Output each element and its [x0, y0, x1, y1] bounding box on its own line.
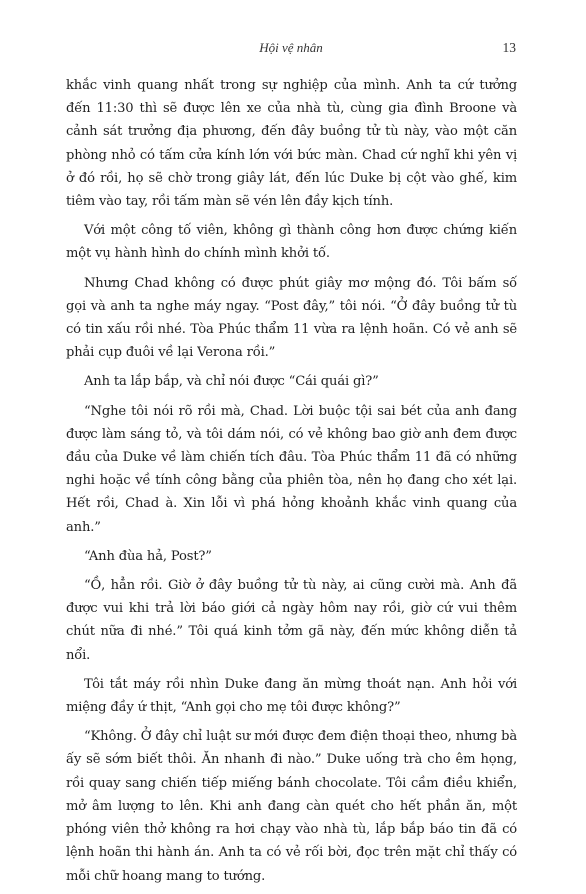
running-title: Hội vệ nhân	[259, 40, 323, 55]
paragraph: “Anh đùa hả, Post?”	[84, 548, 212, 564]
page-header	[66, 40, 516, 60]
paragraph: Nhưng Chad không có được phút giây mơ mộng đó. Tôi bấm số gọi và anh ta nghe máy ngay. “Post đây,” tôi nói. “Ở đây buồng tử tù có tin xấu rồi nhé. Tòa Phúc thẩm 11 vừa ra lệnh hoãn. Có vẻ anh sẽ phải cụp đuôi về lại Verona rồi.”	[66, 275, 517, 361]
paragraph: khắc vinh quang nhất trong sự nghiệp của mình. Anh ta cứ tưởng đến 11:30 thì sẽ được lên xe của nhà tù, cùng gia đình Broone và cảnh sát trưởng địa phương, đến đây buồng tử tù này, vào một căn phòng nhỏ có tấm cửa kính lớn với bức màn. Chad cứ nghĩ khi yên vị ở đó rồi, họ sẽ chờ trong giây lát, đến lúc Duke bị cột vào ghế, kim tiêm vào tay, rồi tấm màn sẽ vén lên đầy kịch tính.	[66, 78, 517, 210]
paragraph: “Nghe tôi nói rõ rồi mà, Chad. Lời buộc tội sai bét của anh đang được làm sáng tỏ, và tôi dám nói, có vẻ không bao giờ anh đem được đầu của Duke về làm chiến tích đâu. Tòa Phúc thẩm 11 đã có những nghi hoặc về tính công bằng của phiên tòa, nên họ đang cho xét lại. Hết rồi, Chad à. Xin lỗi vì phá hỏng khoảnh khắc vinh quang của anh.”	[66, 403, 517, 535]
paragraph: Tôi tắt máy rồi nhìn Duke đang ăn mừng thoát nạn. Anh hỏi với miệng đầy ứ thịt, “Anh gọi cho mẹ tôi được không?”	[66, 676, 517, 716]
paragraph: “Không. Ở đây chỉ luật sư mới được đem điện thoại theo, nhưng bà ấy sẽ sớm biết thôi. Ăn nhanh đi nào.” Duke uống trà cho êm họng, rồi quay sang chiến tiếp miếng bánh chocolate. Tôi cầm điều khiển, mở âm lượng to lên. Khi anh đang càn quét cho hết phần ăn, một phóng viên thở không ra hơi chạy vào nhà tù, lắp bắp báo tin đã có lệnh hoãn thi hành án. Anh ta có vẻ rối bời, đọc trên mặt chỉ thấy có mỗi chữ hoang mang to tướng.	[66, 729, 517, 884]
paragraph: Anh ta lắp bắp, và chỉ nói được “Cái quái gì?”	[84, 374, 379, 390]
page-number: 13	[502, 40, 516, 55]
body-text	[66, 74, 517, 894]
paragraph: “Ồ, hẳn rồi. Giờ ở đây buồng tử tù này, ai cũng cười mà. Anh đã được vui khi trả lời báo giới cả ngày hôm nay rồi, giờ cứ vui thêm chút nữa đi nhé.” Tôi quá kinh tởm gã này, đến mức không diễn tả nổi.	[66, 578, 517, 663]
paragraph: Với một công tố viên, không gì thành công hơn được chứng kiến một vụ hành hình do chính mình khởi tố.	[66, 223, 517, 262]
